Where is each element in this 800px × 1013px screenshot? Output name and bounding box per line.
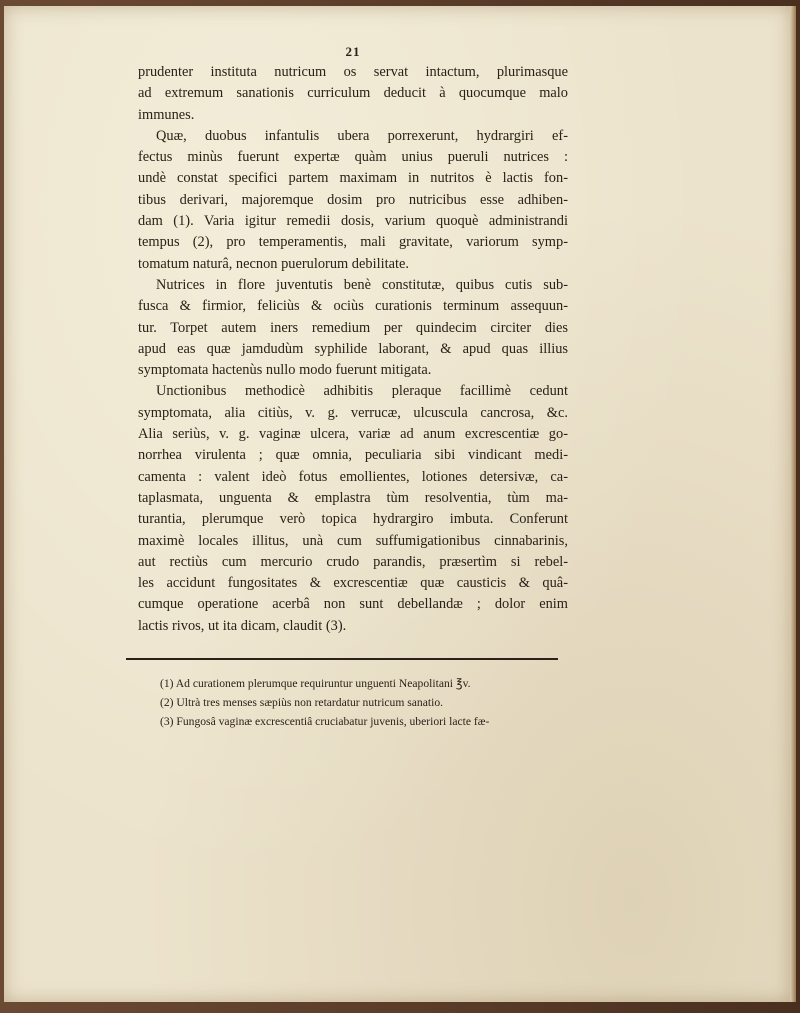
text-line: turantia, plerumque verò topica hydrargiro imbuta. Conferunt [138, 511, 568, 528]
text-line: tur. Torpet autem iners remedium per quindecim circiter dies [138, 319, 568, 336]
text-line: Alia seriùs, v. g. vaginæ ulcera, variæ ad anum excrescentiæ go- [138, 426, 568, 443]
text-line: apud eas quæ jamdudùm syphilide laborant, & apud quas illius [138, 340, 568, 357]
text-line: Unctionibus methodicè adhibitis pleraque facillimè cedunt [156, 383, 568, 400]
text-line: dam (1). Varia igitur remedii dosis, varium quoquè administrandi [138, 213, 568, 230]
text-line: lactis rivos, ut ita dicam, claudit (3). [138, 617, 347, 634]
text-line: fusca & firmior, feliciùs & ociùs curationis terminum assequun- [138, 298, 568, 315]
text-line: immunes. [138, 106, 195, 123]
text-line: undè constat specifici partem maximam in nutritos è lactis fon- [138, 170, 568, 187]
text-line: tomatum naturâ, necnon puerulorum debilitate. [138, 255, 409, 272]
text-line: cumque operatione acerbâ non sunt debellandæ ; dolor enim [138, 596, 568, 613]
page-edge [790, 6, 796, 1002]
text-line: norrhea virulenta ; quæ omnia, peculiaria sibi vindicant medi- [138, 447, 568, 464]
text-line: fectus minùs fuerunt expertæ quàm unius pueruli nutrices : [138, 149, 568, 166]
text-line: camenta : valent ideò fotus emollientes, lotiones detersivæ, ca- [138, 468, 568, 485]
text-line: Quæ, duobus infantulis ubera porrexerunt, hydrargiri ef- [156, 127, 568, 144]
text-line: maximè locales illitus, unà cum suffumigationibus cinnabarinis, [138, 532, 568, 549]
text-line: aut rectiùs cum mercurio crudo parandis, præsertìm si rebel- [138, 553, 568, 570]
text-line: symptomata, alia citiùs, v. g. verrucæ, ulcuscula cancrosa, &c. [138, 404, 568, 421]
text-line: prudenter instituta nutricum os servat intactum, plurimasque [138, 64, 568, 80]
text-line: tibus derivari, majoremque dosim pro nutricibus esse adhiben- [138, 191, 568, 208]
footnote-rule [126, 658, 558, 660]
footnote: (3) Fungosâ vaginæ excrescentiâ cruciabatur juvenis, uberiori lacte fæ- [160, 715, 490, 728]
text-line: les accidunt fungositates & excrescentiæ quæ causticis & quâ- [138, 575, 568, 592]
text-line: Nutrices in flore juventutis benè constitutæ, quibus cutis sub- [156, 276, 568, 293]
main-text [138, 44, 568, 637]
body-paragraphs [138, 62, 568, 637]
page-number: 21 [345, 44, 361, 59]
text-line: tempus (2), pro temperamentis, mali gravitate, variorum symp- [138, 234, 568, 251]
text-line: symptomata hactenùs nullo modo fuerunt mitigata. [138, 362, 432, 379]
text-line: ad extremum sanationis curriculum deducit à quocumque malo [138, 85, 568, 102]
text-line: taplasmata, unguenta & emplastra tùm resolventia, tùm ma- [138, 489, 568, 506]
footnote: (2) Ultrà tres menses sæpiùs non retardatur nutricum sanatio. [160, 696, 444, 709]
footnotes [160, 674, 580, 731]
footnote: (1) Ad curationem plerumque requiruntur unguenti Neapolitani ℥v. [160, 677, 471, 690]
